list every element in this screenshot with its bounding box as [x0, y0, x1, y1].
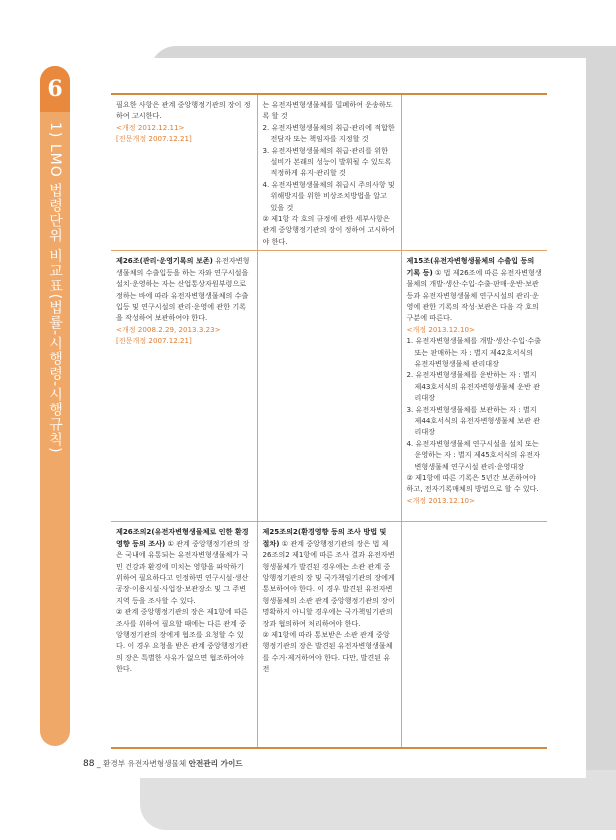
- article-text: 유전자변형생물체의 수출입등을 하는 자와 연구시설을 설치·운영하는 자는 산업통상자원부령으로 정하는 바에 따라 유전자변형생물체의 수출입등 및 연구시설의 관리·운영에 관한 기록을 작성하여 보관하여야 한다.: [116, 256, 250, 323]
- list-item: 4. 유전자변형생물체 연구시설을 설치 또는 운영하는 자 : 별지 제45호서식의 유전자변형생물체 연구시설 관리·운영대장: [406, 438, 540, 471]
- amendment-note: [전문개정 2007.12.21]: [116, 336, 192, 346]
- article-text: ① 관계 중앙행정기관의 장은 법 제26조의2 제1항에 따른 조사 결과 유전자변형생물체가 발견된 경우에는 소관 관계 중앙행정기관의 장 및 국가책임기관의 장에게 통보하여야 한다. 이 경우 발견된 유전자변형생물체의 소관 관계 중앙행정기관의 장이 명확하지 아니할 경우에는 국가책임기관의 장과 협의하여 처리하여야 한다.: [262, 538, 395, 628]
- cell-act-column: [111, 94, 257, 251]
- article-text: ① 관계 중앙행정기관의 장은 국내에 유통되는 유전자변형생물체가 국민 건강과 환경에 미치는 영향을 파악하기 위하여 필요하다고 인정하면 연구시설·생산공장·이용시설·사업장·보관장소 및 그 주변지역 등을 조사할 수 있다.: [116, 538, 250, 605]
- chapter-number: 6: [40, 66, 70, 112]
- decorative-gray-band-right: [586, 70, 616, 810]
- cell-act-column: [111, 251, 257, 522]
- cell-rule-column: [401, 94, 547, 251]
- article-text: 필요한 사항은 관계 중앙행정기관의 장이 정하여 고시한다.: [116, 100, 251, 121]
- article-text: ② 제1항 각 호의 규정에 관한 세부사항은 관계 중앙행정기관의 장이 정하여 고시하여야 한다.: [262, 214, 395, 246]
- list-item: 2. 유전자변형생물체의 취급·관리에 적합한 전담자 또는 책임자를 지정할 것: [262, 122, 395, 144]
- table-row: [111, 251, 547, 522]
- article-heading: 제25조의2(환경영향 등의 조사 방법 및 절차): [262, 527, 387, 548]
- cell-rule-column: [401, 522, 547, 748]
- article-text: ② 제1항에 따른 기록은 5년간 보존하여야 하고, 전자기록매체의 방법으로 할 수 있다.: [406, 473, 539, 494]
- footer-separator: _: [96, 759, 101, 768]
- table-row: [111, 94, 547, 251]
- list-item: 1. 유전자변형생물체를 개발·생산·수입·수출 또는 판매하는 자 : 별지 제42호서식의 유전자변형생물체 관리대장: [406, 336, 542, 368]
- article-paragraph: [407, 255, 543, 323]
- article-text: 는 유전자변형생물체를 밀폐하여 운송하도록 할 것: [262, 100, 393, 121]
- chapter-title: 1) LMO 법령단위 비교표(법률-시행령-시행규칙): [47, 122, 63, 454]
- amendment-note: <개정 2013.12.10>: [406, 495, 475, 505]
- list-item: 3. 유전자변형생물체의 취급·관리를 위한 설비가 본래의 성능이 발휘될 수 있도록 적정하게 유지·관리할 것: [262, 145, 392, 178]
- cell-act-column: [111, 522, 257, 748]
- article-heading: 제15조(유전자변형생물체의 수출입 등의 기록 등): [406, 256, 535, 277]
- publication-name-bold: 안전관리 가이드: [188, 759, 243, 768]
- article-text: ② 관계 중앙행정기관의 장은 제1항에 따른 조사를 위하여 필요할 때에는 다른 관계 중앙행정기관의 장에게 협조를 요청할 수 있다. 이 경우 요청을 받은 관계 중앙행정기관의 장은 특별한 사유가 없으면 협조하여야 한다.: [116, 607, 249, 674]
- article-text: ② 제1항에 따라 통보받은 소관 관계 중앙행정기관의 장은 발견된 유전자변형생물체를 수거·제거하여야 한다. 다만, 발견된 유전: [262, 629, 393, 674]
- cell-rule-column: [401, 251, 547, 522]
- article-paragraph: [116, 255, 252, 323]
- list-item: 3. 유전자변형생물체를 보관하는 자 : 별지 제44호서식의 유전자변형생물체 보관 관리대장: [406, 404, 540, 437]
- amendment-note: <개정 2013.12.10>: [406, 324, 475, 334]
- article-paragraph: [263, 526, 396, 629]
- decorative-gray-band-bottom: [140, 770, 616, 830]
- amendment-note: <개정 2008.2.29, 2013.3.23>: [116, 324, 221, 334]
- article-heading: 제26조(관리·운영기록의 보존): [116, 256, 213, 266]
- law-comparison-table: [111, 93, 547, 749]
- list-item: 2. 유전자변형생물체를 운반하는 자 : 별지 제43호서식의 유전자변형생물체 운반 관리대장: [406, 370, 540, 403]
- article-paragraph: [116, 526, 252, 606]
- table-row: [111, 522, 547, 748]
- page-number: 88: [83, 759, 95, 769]
- cell-decree-column: [257, 94, 401, 251]
- article-heading: 제26조의2(유전자변형생물체로 인한 환경영향 등의 조사): [116, 527, 249, 548]
- list-item: 4. 유전자변형생물체의 취급시 주의사항 및 위해방지를 위한 비상조치방법을 알고 있을 것: [262, 179, 395, 212]
- article-text: ① 법 제26조에 따른 유전자변형생물체의 개발·생산·수입·수출·판매·운반·보관 등과 유전자변형생물체 연구시설의 관리·운영에 관한 기록의 작성·보관은 다음 각 호의 구분에 따른다.: [406, 267, 542, 323]
- page-footer: [83, 758, 243, 769]
- cell-decree-column: [257, 251, 401, 522]
- publication-name: 환경부 유전자변형생물체: [103, 759, 187, 768]
- cell-decree-column: [257, 522, 401, 748]
- amendment-note: <개정 2012.12.11>: [116, 122, 185, 132]
- amendment-note: [전문개정 2007.12.21]: [116, 134, 192, 144]
